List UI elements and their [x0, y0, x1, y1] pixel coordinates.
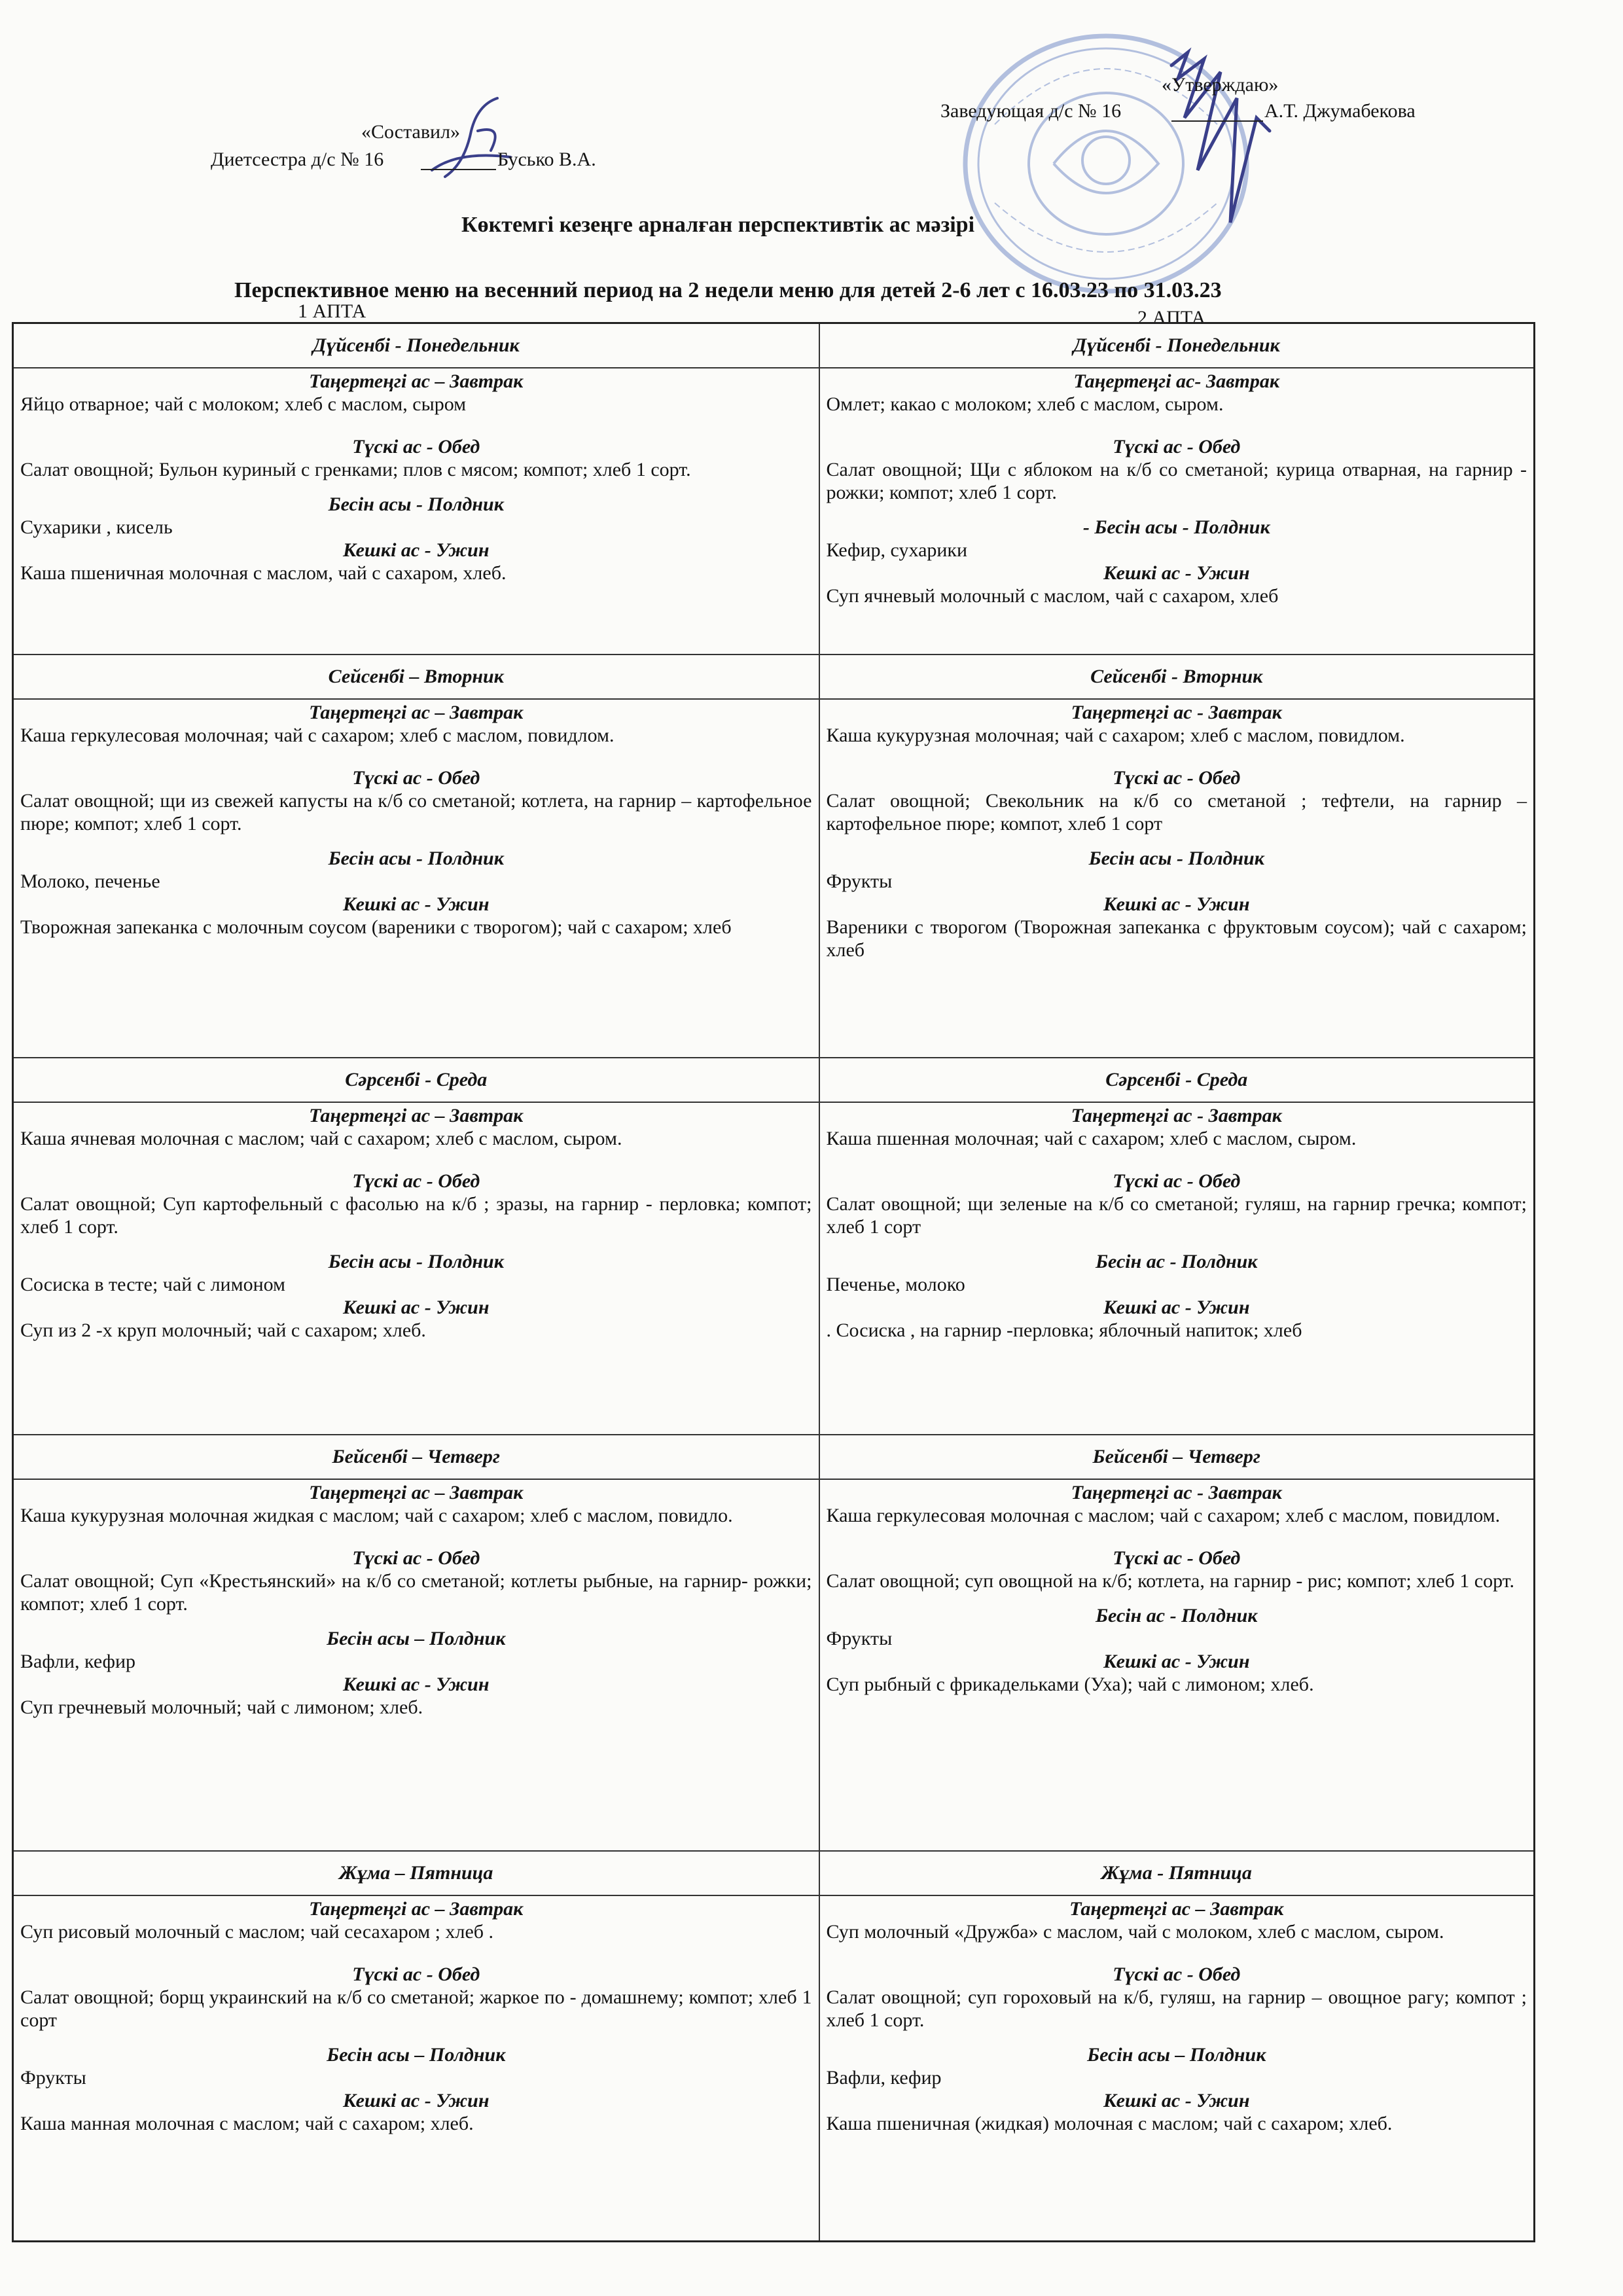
dinner-label: Кешкі ас - Ужин — [342, 1674, 490, 1695]
lunch-items: Салат овощной; Свекольник на к/б со сметаной ; тефтели, на гарнир – картофельное пюре; компот, хлеб 1 сорт — [826, 790, 1527, 834]
day-menu-cell-w1 — [13, 368, 819, 655]
day-menu-row — [13, 368, 1535, 655]
day-header-row — [13, 655, 1535, 699]
snack-label: - Бесін асы - Полдник — [1082, 516, 1270, 538]
dinner-label: Кешкі ас - Ужин — [1103, 893, 1250, 915]
compiled-label: «Составил» — [361, 121, 461, 143]
day-header-row — [13, 1851, 1535, 1895]
lunch-items: Салат овощной; Суп «Крестьянский» на к/б со сметаной; котлеты рыбные, на гарнир- рожки; компот; хлеб 1 сорт. — [20, 1570, 812, 1615]
snack-label: Бесін асы – Полдник — [327, 2044, 506, 2066]
approver-position: Заведующая д/с № 16 — [940, 100, 1122, 122]
dinner-label: Кешкі ас - Ужин — [1103, 1297, 1250, 1318]
breakfast-items: Каша ячневая молочная с маслом; чай с сахаром; хлеб с маслом, сыром. — [20, 1128, 622, 1149]
breakfast-items: Омлет; какао с молоком; хлеб с маслом, сыром. — [826, 393, 1224, 415]
day-menu-cell-w1 — [13, 1895, 819, 2242]
title-ru: Перспективное меню на весенний период на 2 недели меню для детей 2-6 лет с 16.03.23 по 31.03.23 — [234, 278, 1222, 302]
lunch-items: Салат овощной; Бульон куриный с гренками; плов с мясом; компот; хлеб 1 сорт. — [20, 459, 691, 480]
breakfast-items: Яйцо отварное; чай с молоком; хлеб с маслом, сыром — [20, 393, 467, 415]
day-name-w2: Жұма - Пятница — [819, 1851, 1535, 1895]
snack-label: Бесін асы – Полдник — [1087, 2044, 1266, 2066]
lunch-label: Түскі ас - Обед — [1113, 1170, 1241, 1192]
day-header-row — [13, 323, 1535, 368]
lunch-label: Түскі ас - Обед — [1113, 1547, 1241, 1569]
breakfast-label: Таңертеңгі ас - Завтрак — [1071, 1482, 1282, 1503]
snack-items: Молоко, печенье — [20, 870, 160, 892]
lunch-label: Түскі ас - Обед — [1113, 1964, 1241, 1985]
title-kz: Көктемгі кезеңге арналған перспективтік ас мәзірі — [461, 213, 975, 237]
lunch-label: Түскі ас - Обед — [352, 1547, 480, 1569]
lunch-label: Түскі ас - Обед — [352, 767, 480, 789]
snack-label: Бесін ас - Полдник — [1096, 1605, 1258, 1626]
snack-label: Бесін асы - Полдник — [328, 1251, 504, 1272]
snack-items: Фрукты — [826, 1628, 893, 1649]
dinner-label: Кешкі ас - Ужин — [1103, 562, 1250, 584]
approver-signature — [1158, 39, 1309, 236]
lunch-items: Салат овощной; Суп картофельный с фасолью на к/б ; зразы, на гарнир - перловка; компот; хлеб 1 сорт. — [20, 1193, 812, 1238]
snack-label: Бесін асы – Полдник — [327, 1628, 506, 1649]
dinner-items: Каша пшеничная (жидкая) молочная с маслом; чай с сахаром; хлеб. — [826, 2113, 1393, 2134]
breakfast-label: Таңертеңгі ас – Завтрак — [309, 702, 524, 723]
day-menu-cell-w1 — [13, 1479, 819, 1851]
snack-items: Сосиска в тесте; чай с лимоном — [20, 1274, 286, 1295]
day-name-w1: Бейсенбі – Четверг — [13, 1435, 819, 1479]
breakfast-items: Суп рисовый молочный с маслом; чай сесахаром ; хлеб . — [20, 1921, 494, 1943]
snack-items: Кефир, сухарики — [826, 539, 968, 561]
snack-items: Печенье, молоко — [826, 1274, 965, 1295]
lunch-items: Салат овощной; щи из свежей капусты на к/б со сметаной; котлета, на гарнир – картофельное пюре; компот; хлеб 1 сорт. — [20, 790, 812, 834]
day-name-w2: Сейсенбі - Вторник — [819, 655, 1535, 699]
day-menu-cell-w2 — [819, 1895, 1535, 2242]
breakfast-items: Каша кукурузная молочная; чай с сахаром; хлеб с маслом, повидлом. — [826, 725, 1405, 746]
dinner-items: Суп ячневый молочный с маслом, чай с сахаром, хлеб — [826, 585, 1279, 607]
snack-label: Бесін асы - Полдник — [328, 848, 504, 869]
compiler-name: Бусько В.А. — [497, 149, 596, 170]
lunch-label: Түскі ас - Обед — [352, 1170, 480, 1192]
breakfast-items: Каша пшенная молочная; чай с сахаром; хлеб с маслом, сыром. — [826, 1128, 1357, 1149]
day-name-w1: Дүйсенбі - Понедельник — [13, 323, 819, 368]
lunch-label: Түскі ас - Обед — [352, 1964, 480, 1985]
breakfast-label: Таңертеңгі ас - Завтрак — [1071, 1105, 1282, 1126]
snack-label: Бесін ас - Полдник — [1096, 1251, 1258, 1272]
compiler-signature-line — [421, 169, 496, 170]
week1-label: 1 АПТА — [298, 300, 366, 322]
dinner-items: Суп гречневый молочный; чай с лимоном; хлеб. — [20, 1696, 423, 1718]
week2-label: 2 АПТА — [1137, 307, 1206, 329]
approver-name: А.Т. Джумабекова — [1264, 100, 1416, 122]
breakfast-label: Таңертеңгі ас – Завтрак — [309, 1105, 524, 1126]
day-menu-cell-w1 — [13, 699, 819, 1058]
dinner-label: Кешкі ас - Ужин — [342, 539, 490, 561]
dinner-label: Кешкі ас - Ужин — [342, 1297, 490, 1318]
breakfast-items: Суп молочный «Дружба» с маслом, чай с молоком, хлеб с маслом, сыром. — [826, 1921, 1444, 1943]
lunch-label: Түскі ас - Обед — [1113, 767, 1241, 789]
day-name-w2: Бейсенбі – Четверг — [819, 1435, 1535, 1479]
day-menu-cell-w2 — [819, 368, 1535, 655]
dinner-items: Суп рыбный с фрикадельками (Уха); чай с лимоном; хлеб. — [826, 1674, 1314, 1695]
day-menu-row — [13, 1102, 1535, 1435]
day-menu-cell-w1 — [13, 1102, 819, 1435]
breakfast-label: Таңертеңгі ас – Завтрак — [1069, 1898, 1284, 1920]
compiler-position: Диетсестра д/с № 16 — [211, 149, 384, 170]
dinner-items: Суп из 2 -х круп молочный; чай с сахаром; хлеб. — [20, 1319, 426, 1341]
day-name-w1: Сәрсенбі - Среда — [13, 1058, 819, 1102]
approver-signature-line — [1171, 120, 1263, 122]
snack-items: Вафли, кефир — [20, 1651, 136, 1672]
day-menu-cell-w2 — [819, 1102, 1535, 1435]
day-name-w2: Дүйсенбі - Понедельник — [819, 323, 1535, 368]
lunch-items: Салат овощной; борщ украинский на к/б со сметаной; жаркое по - домашнему; компот; хлеб 1 сорт — [20, 1986, 812, 2031]
lunch-items: Салат овощной; суп овощной на к/б; котлета, на гарнир - рис; компот; хлеб 1 сорт. — [826, 1570, 1515, 1592]
dinner-items: Творожная запеканка с молочным соусом (вареники с творогом); чай с сахаром; хлеб — [20, 916, 732, 938]
breakfast-items: Каша кукурузная молочная жидкая с маслом; чай с сахаром; хлеб с маслом, повидло. — [20, 1505, 733, 1526]
dinner-label: Кешкі ас - Ужин — [342, 2090, 490, 2111]
approved-label: «Утверждаю» — [1162, 74, 1279, 96]
lunch-label: Түскі ас - Обед — [352, 436, 480, 457]
breakfast-label: Таңертеңгі ас- Завтрак — [1073, 370, 1280, 392]
lunch-items: Салат овощной; суп гороховый на к/б, гуляш, на гарнир – овощное рагу; компот ; хлеб 1 сорт. — [826, 1986, 1527, 2031]
day-menu-cell-w2 — [819, 1479, 1535, 1851]
day-name-w2: Сәрсенбі - Среда — [819, 1058, 1535, 1102]
day-menu-row — [13, 1895, 1535, 2242]
breakfast-label: Таңертеңгі ас – Завтрак — [309, 1898, 524, 1920]
day-header-row — [13, 1435, 1535, 1479]
snack-items: Фрукты — [20, 2067, 86, 2089]
lunch-items: Салат овощной; щи зеленые на к/б со сметаной; гуляш, на гарнир гречка; компот; хлеб 1 сорт — [826, 1193, 1527, 1238]
snack-label: Бесін асы - Полдник — [1088, 848, 1264, 869]
dinner-items: . Сосиска , на гарнир -перловка; яблочный напиток; хлеб — [826, 1319, 1302, 1341]
breakfast-label: Таңертеңгі ас - Завтрак — [1071, 702, 1282, 723]
breakfast-label: Таңертеңгі ас – Завтрак — [309, 370, 524, 392]
day-name-w1: Сейсенбі – Вторник — [13, 655, 819, 699]
snack-items: Фрукты — [826, 870, 893, 892]
dinner-label: Кешкі ас - Ужин — [342, 893, 490, 915]
day-menu-row — [13, 1479, 1535, 1851]
snack-items: Сухарики , кисель — [20, 516, 173, 538]
dinner-label: Кешкі ас - Ужин — [1103, 2090, 1250, 2111]
day-name-w1: Жұма – Пятница — [13, 1851, 819, 1895]
lunch-items: Салат овощной; Щи с яблоком на к/б со сметаной; курица отварная, на гарнир - рожки; компот; хлеб 1 сорт. — [826, 459, 1527, 503]
lunch-label: Түскі ас - Обед — [1113, 436, 1241, 457]
day-menu-cell-w2 — [819, 699, 1535, 1058]
dinner-items: Каша пшеничная молочная с маслом, чай с сахаром, хлеб. — [20, 562, 507, 584]
dinner-label: Кешкі ас - Ужин — [1103, 1651, 1250, 1672]
snack-items: Вафли, кефир — [826, 2067, 942, 2089]
menu-table — [12, 322, 1535, 2242]
day-menu-row — [13, 699, 1535, 1058]
breakfast-label: Таңертеңгі ас – Завтрак — [309, 1482, 524, 1503]
dinner-items: Каша манная молочная с маслом; чай с сахаром; хлеб. — [20, 2113, 474, 2134]
breakfast-items: Каша геркулесовая молочная с маслом; чай с сахаром; хлеб с маслом, повидлом. — [826, 1505, 1501, 1526]
day-header-row — [13, 1058, 1535, 1102]
breakfast-items: Каша геркулесовая молочная; чай с сахаром; хлеб с маслом, повидлом. — [20, 725, 615, 746]
snack-label: Бесін асы - Полдник — [328, 493, 504, 515]
dinner-items: Вареники с творогом (Творожная запеканка с фруктовым соусом); чай с сахаром; хлеб — [826, 916, 1527, 961]
